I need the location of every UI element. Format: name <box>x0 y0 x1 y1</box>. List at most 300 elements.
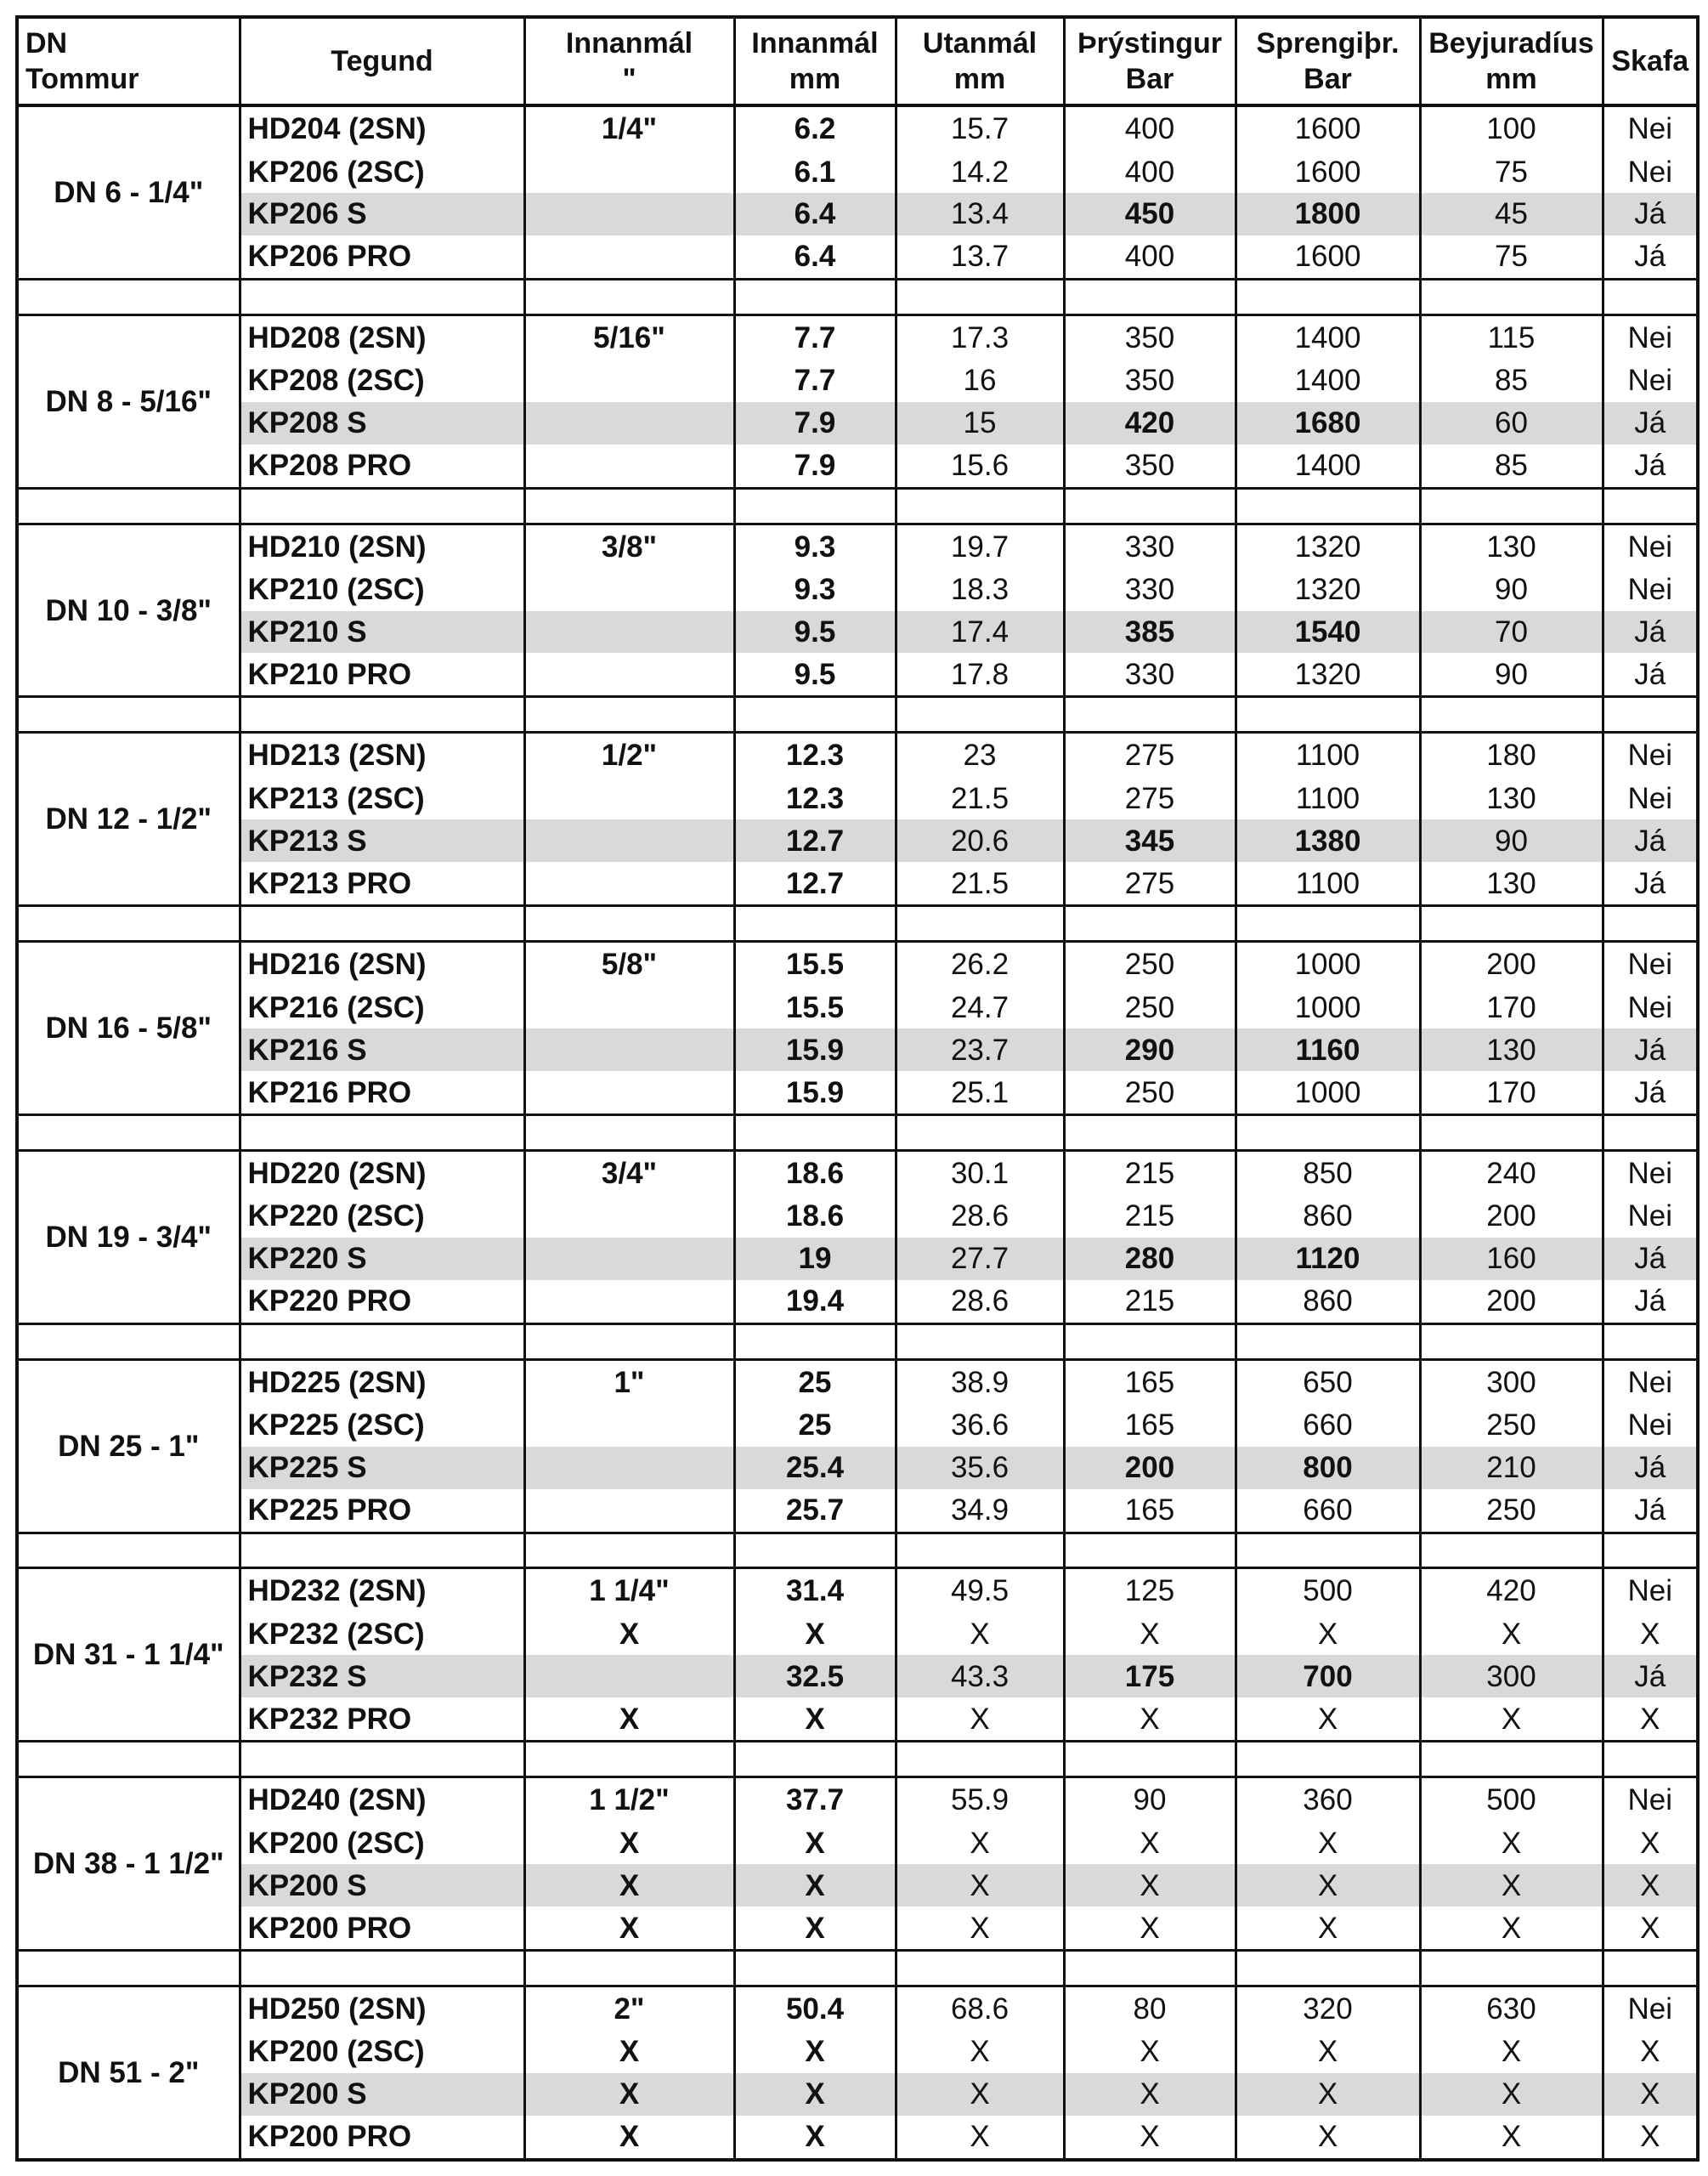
spacer-cell <box>896 279 1064 314</box>
table-row <box>17 1612 1698 1655</box>
cell-innanmal-mm: X <box>734 2073 896 2116</box>
spacer-cell <box>1236 1323 1420 1359</box>
spacer-cell <box>17 1115 240 1151</box>
spacer-cell <box>17 1742 240 1777</box>
cell-tegund: KP200 S <box>240 1864 524 1907</box>
cell-tegund: HD213 (2SN) <box>240 733 524 778</box>
table-row <box>17 653 1698 697</box>
spacer-cell <box>896 1323 1064 1359</box>
cell-innanmal-inch: X <box>524 1612 734 1655</box>
cell-sprengithr: 850 <box>1236 1150 1420 1195</box>
cell-beygjuradius: 500 <box>1420 1777 1603 1822</box>
cell-thrystingur: 175 <box>1064 1655 1236 1697</box>
spacer-row <box>17 1323 1698 1359</box>
cell-utanmal-mm: 24.7 <box>896 986 1064 1028</box>
cell-beygjuradius: X <box>1420 1612 1603 1655</box>
cell-beygjuradius: 200 <box>1420 942 1603 987</box>
cell-innanmal-mm: 7.9 <box>734 402 896 445</box>
table-row <box>17 1489 1698 1533</box>
cell-utanmal-mm: 34.9 <box>896 1489 1064 1533</box>
cell-thrystingur: 345 <box>1064 819 1236 862</box>
table-row <box>17 193 1698 235</box>
cell-skafa: Nei <box>1603 1404 1698 1447</box>
cell-dn-group: DN 51 - 2" <box>17 1986 240 2160</box>
cell-sprengithr: 500 <box>1236 1568 1420 1613</box>
cell-thrystingur: 400 <box>1064 235 1236 280</box>
table-row <box>17 611 1698 654</box>
cell-beygjuradius: 240 <box>1420 1150 1603 1195</box>
cell-skafa: X <box>1603 1822 1698 1864</box>
cell-beygjuradius: 75 <box>1420 150 1603 193</box>
cell-thrystingur: X <box>1064 1697 1236 1742</box>
header-innanmal-inch: Innanmál " <box>524 17 734 105</box>
cell-utanmal-mm: 16 <box>896 360 1064 402</box>
cell-innanmal-mm: 6.1 <box>734 150 896 193</box>
spacer-cell <box>896 906 1064 942</box>
cell-beygjuradius: 130 <box>1420 862 1603 906</box>
cell-utanmal-mm: 19.7 <box>896 524 1064 569</box>
spacer-cell <box>17 1323 240 1359</box>
spacer-cell <box>1064 1323 1236 1359</box>
cell-utanmal-mm: 21.5 <box>896 862 1064 906</box>
spacer-cell <box>17 1533 240 1568</box>
cell-sprengithr: 1400 <box>1236 445 1420 489</box>
spacer-cell <box>240 697 524 733</box>
cell-innanmal-inch: 1 1/4" <box>524 1568 734 1613</box>
spacer-row <box>17 906 1698 942</box>
cell-skafa: Nei <box>1603 733 1698 778</box>
spacer-cell <box>1064 1115 1236 1151</box>
cell-beygjuradius: 170 <box>1420 986 1603 1028</box>
cell-innanmal-mm: 9.3 <box>734 569 896 611</box>
spacer-cell <box>1603 279 1698 314</box>
cell-innanmal-mm: 15.9 <box>734 1071 896 1115</box>
spacer-cell <box>1064 697 1236 733</box>
cell-thrystingur: 280 <box>1064 1238 1236 1280</box>
cell-innanmal-mm: 19 <box>734 1238 896 1280</box>
cell-skafa: Nei <box>1603 524 1698 569</box>
cell-innanmal-mm: 9.5 <box>734 653 896 697</box>
cell-innanmal-inch <box>524 1071 734 1115</box>
cell-tegund: HD232 (2SN) <box>240 1568 524 1613</box>
cell-innanmal-mm: 12.3 <box>734 777 896 819</box>
cell-beygjuradius: 180 <box>1420 733 1603 778</box>
cell-beygjuradius: 130 <box>1420 1028 1603 1071</box>
cell-skafa: X <box>1603 2031 1698 2073</box>
cell-beygjuradius: 115 <box>1420 314 1603 360</box>
cell-innanmal-inch <box>524 150 734 193</box>
cell-utanmal-mm: 21.5 <box>896 777 1064 819</box>
cell-thrystingur: 250 <box>1064 986 1236 1028</box>
spacer-cell <box>240 279 524 314</box>
cell-thrystingur: 275 <box>1064 777 1236 819</box>
cell-thrystingur: 250 <box>1064 1071 1236 1115</box>
cell-tegund: KP232 S <box>240 1655 524 1697</box>
cell-tegund: KP220 S <box>240 1238 524 1280</box>
cell-innanmal-mm: 12.7 <box>734 862 896 906</box>
cell-tegund: HD240 (2SN) <box>240 1777 524 1822</box>
cell-skafa: Nei <box>1603 150 1698 193</box>
cell-skafa: Nei <box>1603 777 1698 819</box>
cell-innanmal-mm: 25.7 <box>734 1489 896 1533</box>
spacer-cell <box>240 1115 524 1151</box>
cell-utanmal-mm: X <box>896 2116 1064 2160</box>
cell-sprengithr: 1320 <box>1236 653 1420 697</box>
cell-tegund: KP216 S <box>240 1028 524 1071</box>
spacer-cell <box>1064 906 1236 942</box>
cell-skafa: Nei <box>1603 314 1698 360</box>
cell-skafa: Já <box>1603 1447 1698 1489</box>
table-row <box>17 1238 1698 1280</box>
spacer-cell <box>1603 1951 1698 1986</box>
table-row <box>17 1404 1698 1447</box>
cell-sprengithr: 1600 <box>1236 235 1420 280</box>
spacer-cell <box>734 279 896 314</box>
table-row <box>17 1359 1698 1404</box>
cell-innanmal-mm: 15.5 <box>734 986 896 1028</box>
cell-beygjuradius: 100 <box>1420 105 1603 150</box>
spacer-cell <box>1603 488 1698 524</box>
spacer-cell <box>1603 1742 1698 1777</box>
cell-thrystingur: 330 <box>1064 524 1236 569</box>
cell-skafa: Nei <box>1603 1359 1698 1404</box>
cell-thrystingur: 400 <box>1064 105 1236 150</box>
cell-beygjuradius: 420 <box>1420 1568 1603 1613</box>
cell-sprengithr: 320 <box>1236 1986 1420 2031</box>
cell-tegund: KP206 (2SC) <box>240 150 524 193</box>
cell-thrystingur: 350 <box>1064 360 1236 402</box>
cell-tegund: KP225 S <box>240 1447 524 1489</box>
spacer-cell <box>240 488 524 524</box>
cell-beygjuradius: 45 <box>1420 193 1603 235</box>
table-row <box>17 314 1698 360</box>
cell-utanmal-mm: 27.7 <box>896 1238 1064 1280</box>
cell-skafa: Nei <box>1603 1568 1698 1613</box>
cell-thrystingur: 215 <box>1064 1150 1236 1195</box>
cell-skafa: X <box>1603 1697 1698 1742</box>
cell-sprengithr: 1400 <box>1236 314 1420 360</box>
cell-dn-group: DN 8 - 5/16" <box>17 314 240 488</box>
spacer-cell <box>1236 1742 1420 1777</box>
cell-innanmal-mm: X <box>734 1864 896 1907</box>
cell-innanmal-mm: X <box>734 1612 896 1655</box>
cell-skafa: Já <box>1603 611 1698 654</box>
cell-tegund: KP208 (2SC) <box>240 360 524 402</box>
cell-sprengithr: 1000 <box>1236 986 1420 1028</box>
cell-innanmal-inch <box>524 235 734 280</box>
cell-dn-group: DN 31 - 1 1/4" <box>17 1568 240 1742</box>
cell-utanmal-mm: 20.6 <box>896 819 1064 862</box>
cell-utanmal-mm: 26.2 <box>896 942 1064 987</box>
cell-sprengithr: X <box>1236 2031 1420 2073</box>
table-row <box>17 524 1698 569</box>
cell-thrystingur: X <box>1064 2031 1236 2073</box>
cell-skafa: X <box>1603 2073 1698 2116</box>
cell-innanmal-inch <box>524 1404 734 1447</box>
spacer-cell <box>524 697 734 733</box>
cell-skafa: Já <box>1603 193 1698 235</box>
cell-skafa: Já <box>1603 1028 1698 1071</box>
cell-beygjuradius: 170 <box>1420 1071 1603 1115</box>
spacer-cell <box>1420 488 1603 524</box>
cell-sprengithr: 1100 <box>1236 862 1420 906</box>
cell-tegund: KP213 PRO <box>240 862 524 906</box>
spacer-cell <box>1603 1323 1698 1359</box>
spacer-cell <box>524 1115 734 1151</box>
table-row <box>17 2073 1698 2116</box>
cell-tegund: KP232 PRO <box>240 1697 524 1742</box>
cell-sprengithr: 1600 <box>1236 150 1420 193</box>
cell-innanmal-inch: 5/16" <box>524 314 734 360</box>
cell-beygjuradius: X <box>1420 2031 1603 2073</box>
cell-utanmal-mm: 28.6 <box>896 1195 1064 1238</box>
header-dn: DN Tommur <box>17 17 240 105</box>
cell-beygjuradius: 130 <box>1420 777 1603 819</box>
spacer-cell <box>1236 1951 1420 1986</box>
table-row <box>17 445 1698 489</box>
cell-skafa: Nei <box>1603 1195 1698 1238</box>
cell-tegund: KP232 (2SC) <box>240 1612 524 1655</box>
spacer-cell <box>1236 1533 1420 1568</box>
table-row <box>17 1655 1698 1697</box>
cell-innanmal-mm: 12.3 <box>734 733 896 778</box>
cell-utanmal-mm: 15 <box>896 402 1064 445</box>
spacer-cell <box>734 697 896 733</box>
cell-tegund: KP200 PRO <box>240 1907 524 1951</box>
spacer-cell <box>896 1533 1064 1568</box>
table-row <box>17 402 1698 445</box>
cell-sprengithr: 1380 <box>1236 819 1420 862</box>
cell-beygjuradius: 75 <box>1420 235 1603 280</box>
spacer-cell <box>1064 488 1236 524</box>
cell-tegund: KP220 (2SC) <box>240 1195 524 1238</box>
spacer-cell <box>896 1115 1064 1151</box>
table-body <box>17 105 1698 2160</box>
cell-utanmal-mm: 36.6 <box>896 1404 1064 1447</box>
spacer-cell <box>524 279 734 314</box>
cell-skafa: Já <box>1603 235 1698 280</box>
cell-skafa: Já <box>1603 653 1698 697</box>
spacer-cell <box>1420 1533 1603 1568</box>
spacer-cell <box>1236 1115 1420 1151</box>
cell-thrystingur: 350 <box>1064 445 1236 489</box>
cell-innanmal-mm: 18.6 <box>734 1195 896 1238</box>
cell-skafa: X <box>1603 1907 1698 1951</box>
cell-thrystingur: 165 <box>1064 1404 1236 1447</box>
spacer-cell <box>1236 279 1420 314</box>
cell-sprengithr: 1100 <box>1236 777 1420 819</box>
spacer-cell <box>524 906 734 942</box>
spacer-cell <box>1064 1951 1236 1986</box>
cell-tegund: KP216 PRO <box>240 1071 524 1115</box>
spacer-cell <box>1420 1951 1603 1986</box>
cell-innanmal-mm: X <box>734 1822 896 1864</box>
cell-beygjuradius: 160 <box>1420 1238 1603 1280</box>
cell-thrystingur: 125 <box>1064 1568 1236 1613</box>
cell-utanmal-mm: 30.1 <box>896 1150 1064 1195</box>
cell-skafa: Já <box>1603 819 1698 862</box>
cell-tegund: KP225 PRO <box>240 1489 524 1533</box>
cell-thrystingur: 350 <box>1064 314 1236 360</box>
cell-utanmal-mm: 13.4 <box>896 193 1064 235</box>
cell-thrystingur: 275 <box>1064 862 1236 906</box>
cell-thrystingur: 215 <box>1064 1195 1236 1238</box>
spacer-cell <box>734 1742 896 1777</box>
header-sprengithr: Sprengiþr. Bar <box>1236 17 1420 105</box>
cell-skafa: Já <box>1603 1238 1698 1280</box>
cell-beygjuradius: 300 <box>1420 1359 1603 1404</box>
cell-innanmal-mm: 9.3 <box>734 524 896 569</box>
spacer-cell <box>896 488 1064 524</box>
cell-skafa: Nei <box>1603 569 1698 611</box>
cell-tegund: KP208 PRO <box>240 445 524 489</box>
cell-tegund: HD204 (2SN) <box>240 105 524 150</box>
cell-sprengithr: 860 <box>1236 1195 1420 1238</box>
cell-sprengithr: X <box>1236 1907 1420 1951</box>
cell-thrystingur: X <box>1064 2116 1236 2160</box>
cell-tegund: KP225 (2SC) <box>240 1404 524 1447</box>
table-row <box>17 150 1698 193</box>
cell-innanmal-inch: X <box>524 1864 734 1907</box>
cell-beygjuradius: 210 <box>1420 1447 1603 1489</box>
spacer-cell <box>1420 697 1603 733</box>
cell-skafa: Nei <box>1603 1986 1698 2031</box>
cell-utanmal-mm: 49.5 <box>896 1568 1064 1613</box>
spacer-row <box>17 1742 1698 1777</box>
spacer-cell <box>734 1115 896 1151</box>
cell-beygjuradius: 90 <box>1420 819 1603 862</box>
cell-skafa: Já <box>1603 1489 1698 1533</box>
table-row <box>17 569 1698 611</box>
cell-utanmal-mm: X <box>896 1907 1064 1951</box>
cell-sprengithr: 650 <box>1236 1359 1420 1404</box>
cell-innanmal-mm: X <box>734 2031 896 2073</box>
table-row <box>17 1150 1698 1195</box>
spacer-cell <box>240 1533 524 1568</box>
table-row <box>17 2116 1698 2160</box>
cell-sprengithr: 860 <box>1236 1280 1420 1324</box>
cell-innanmal-inch: 1" <box>524 1359 734 1404</box>
cell-sprengithr: 1320 <box>1236 569 1420 611</box>
cell-sprengithr: 1160 <box>1236 1028 1420 1071</box>
table-row <box>17 819 1698 862</box>
spacer-cell <box>524 1533 734 1568</box>
table-row <box>17 1822 1698 1864</box>
cell-innanmal-mm: 9.5 <box>734 611 896 654</box>
cell-sprengithr: 1600 <box>1236 105 1420 150</box>
cell-skafa: Nei <box>1603 1150 1698 1195</box>
cell-innanmal-inch: X <box>524 2116 734 2160</box>
cell-innanmal-inch <box>524 193 734 235</box>
cell-thrystingur: X <box>1064 1907 1236 1951</box>
cell-innanmal-inch: 2" <box>524 1986 734 2031</box>
spacer-cell <box>17 906 240 942</box>
table-row <box>17 1777 1698 1822</box>
cell-innanmal-inch: X <box>524 1907 734 1951</box>
header-beygjuradius: Beyjuradíus mm <box>1420 17 1603 105</box>
spacer-cell <box>734 1533 896 1568</box>
cell-innanmal-mm: 25 <box>734 1359 896 1404</box>
table-row <box>17 1568 1698 1613</box>
cell-innanmal-inch <box>524 445 734 489</box>
cell-tegund: KP200 S <box>240 2073 524 2116</box>
cell-tegund: KP216 (2SC) <box>240 986 524 1028</box>
cell-sprengithr: 360 <box>1236 1777 1420 1822</box>
cell-utanmal-mm: X <box>896 1612 1064 1655</box>
cell-dn-group: DN 19 - 3/4" <box>17 1150 240 1323</box>
cell-sprengithr: 1540 <box>1236 611 1420 654</box>
cell-thrystingur: 400 <box>1064 150 1236 193</box>
table-row <box>17 360 1698 402</box>
table-row <box>17 777 1698 819</box>
cell-innanmal-inch: 1/4" <box>524 105 734 150</box>
cell-innanmal-mm: 6.4 <box>734 193 896 235</box>
cell-beygjuradius: X <box>1420 1907 1603 1951</box>
cell-sprengithr: 1120 <box>1236 1238 1420 1280</box>
cell-thrystingur: X <box>1064 1822 1236 1864</box>
spacer-row <box>17 1533 1698 1568</box>
cell-beygjuradius: 250 <box>1420 1404 1603 1447</box>
cell-beygjuradius: 200 <box>1420 1280 1603 1324</box>
cell-beygjuradius: 90 <box>1420 653 1603 697</box>
cell-thrystingur: 385 <box>1064 611 1236 654</box>
spacer-cell <box>734 906 896 942</box>
cell-tegund: KP200 (2SC) <box>240 1822 524 1864</box>
table-row <box>17 862 1698 906</box>
cell-utanmal-mm: 17.8 <box>896 653 1064 697</box>
spacer-cell <box>17 488 240 524</box>
cell-innanmal-inch <box>524 569 734 611</box>
spacer-cell <box>1236 906 1420 942</box>
cell-utanmal-mm: X <box>896 1864 1064 1907</box>
cell-utanmal-mm: 14.2 <box>896 150 1064 193</box>
cell-beygjuradius: X <box>1420 1864 1603 1907</box>
spacer-cell <box>1420 1115 1603 1151</box>
header-row <box>17 17 1698 105</box>
cell-skafa: X <box>1603 1612 1698 1655</box>
spacer-cell <box>1064 1533 1236 1568</box>
spacer-cell <box>734 1951 896 1986</box>
cell-skafa: Já <box>1603 1280 1698 1324</box>
cell-skafa: X <box>1603 2116 1698 2160</box>
cell-tegund: KP213 (2SC) <box>240 777 524 819</box>
cell-thrystingur: X <box>1064 1612 1236 1655</box>
spacer-cell <box>1064 279 1236 314</box>
cell-sprengithr: 1680 <box>1236 402 1420 445</box>
cell-tegund: KP210 PRO <box>240 653 524 697</box>
spacer-cell <box>734 488 896 524</box>
cell-utanmal-mm: 18.3 <box>896 569 1064 611</box>
cell-utanmal-mm: 23 <box>896 733 1064 778</box>
cell-utanmal-mm: 15.6 <box>896 445 1064 489</box>
cell-innanmal-mm: 15.9 <box>734 1028 896 1071</box>
spacer-cell <box>524 1951 734 1986</box>
cell-tegund: HD208 (2SN) <box>240 314 524 360</box>
cell-utanmal-mm: 23.7 <box>896 1028 1064 1071</box>
cell-innanmal-mm: 7.7 <box>734 314 896 360</box>
cell-beygjuradius: X <box>1420 2116 1603 2160</box>
cell-utanmal-mm: X <box>896 1697 1064 1742</box>
spacer-cell <box>240 906 524 942</box>
table-row <box>17 1280 1698 1324</box>
spacer-cell <box>896 1951 1064 1986</box>
spacer-cell <box>240 1742 524 1777</box>
cell-dn-group: DN 10 - 3/8" <box>17 524 240 697</box>
spacer-cell <box>524 488 734 524</box>
cell-innanmal-inch <box>524 1238 734 1280</box>
cell-utanmal-mm: X <box>896 2073 1064 2116</box>
cell-sprengithr: X <box>1236 1822 1420 1864</box>
